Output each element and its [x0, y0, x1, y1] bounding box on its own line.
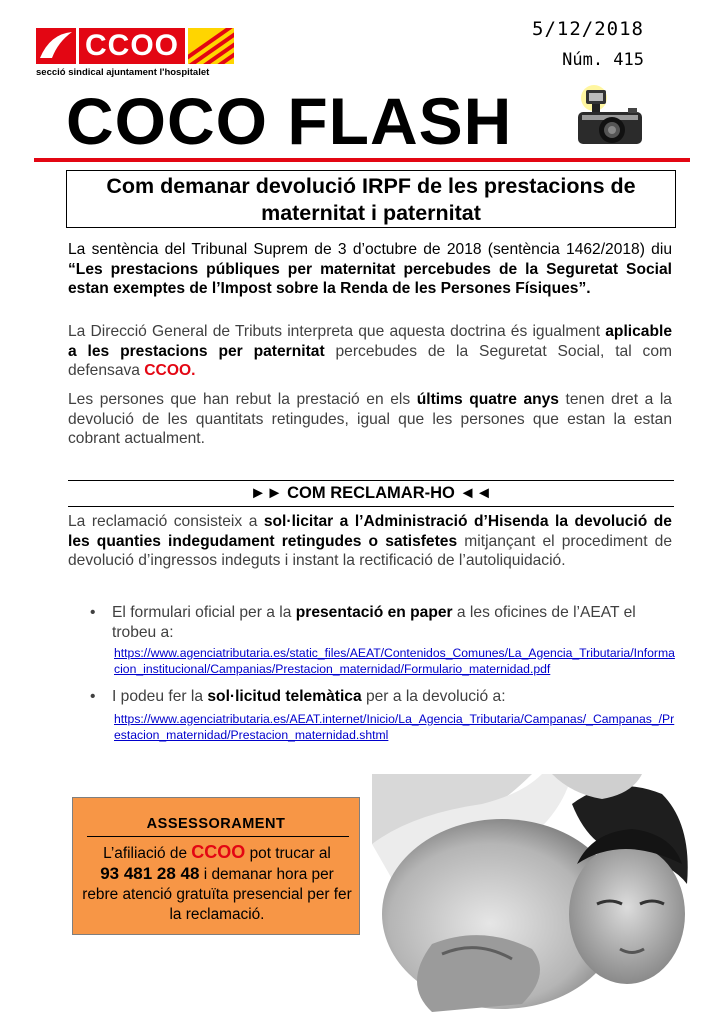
- paragraph-3-text: Les persones que han rebut la prestació en els: [68, 391, 417, 408]
- ccoo-logo: [36, 28, 246, 78]
- issue-number: Núm. 415: [562, 50, 644, 70]
- online-request-link[interactable]: https://www.agenciatributaria.es/AEAT.internet/Inicio/La_Agencia_Tributaria/Campanas/_Campanas_/Prestacion_maternidad/Prestacion_maternidad.shtml: [114, 712, 675, 742]
- paragraph-2: [68, 322, 672, 381]
- logo-subtitle: secció sindical ajuntament l'hospitalet: [36, 67, 210, 78]
- paragraph-4: [68, 512, 672, 571]
- bullet-1-text: El formulari oficial per a la: [112, 604, 296, 621]
- paragraph-4-text: La reclamació consisteix a: [68, 513, 264, 530]
- bullet-1-bold: presentació en paper: [295, 604, 453, 621]
- section-rule-bottom: [68, 506, 674, 507]
- assessorament-text-2: pot trucar al: [245, 845, 331, 862]
- paragraph-3-bold: últims quatre anys: [416, 391, 559, 408]
- paragraph-4-text-2: mitjançant el procediment de devolució d’ingressos indeguts i instant la rectificació de l’autoliquidació.: [68, 532, 673, 569]
- paragraph-2-text: La Direcció General de Tributs interpreta que aquesta doctrina és igualment: [68, 323, 606, 340]
- logo-text: CCOO: [79, 28, 185, 64]
- bullet-dot-icon: •: [90, 604, 96, 621]
- assessorament-text: [81, 842, 353, 925]
- paragraph-3: [68, 390, 672, 449]
- assessorament-text-3: i demanar hora per rebre atenció gratuïta presencial per fer la reclamació.: [82, 866, 352, 923]
- paragraph-4-bold: sol·licitar a l’Administració d’Hisenda la devolució de les quanties indegudament retingudes o satisfetes: [68, 513, 672, 550]
- paragraph-2-bold: aplicable a les prestacions per paternitat: [68, 323, 672, 360]
- paragraph-2-text-2: percebudes de la Seguretat Social, tal com defensava: [68, 342, 672, 379]
- mother-child-photo: [372, 774, 692, 1012]
- assessorament-text-1: L’afiliació de: [103, 845, 192, 862]
- section-rule-top: [68, 480, 674, 481]
- assessorament-phone: 93 481 28 48: [100, 864, 200, 883]
- list-item-paper-form: [90, 603, 674, 642]
- paragraph-2-ccoo: CCOO.: [144, 362, 196, 379]
- paragraph-3-text-2: tenen dret a la devolució de les quantitats retingudes, igual que les persones que estan la estan cobrant actualment.: [68, 391, 672, 447]
- ccoo-emblem-icon: [36, 28, 76, 64]
- masthead: COCO FLASH: [66, 84, 513, 158]
- assessorament-box: [72, 797, 360, 935]
- article-title: Com demanar devolució IRPF de les prestacions de maternitat i paternitat: [66, 170, 676, 228]
- paper-form-link[interactable]: https://www.agenciatributaria.es/static_files/AEAT/Contenidos_Comunes/La_Agencia_Tributaria/Informacion_institucional/Campanias/Prestacion_maternidad/Formulario_maternidad.pdf: [114, 646, 675, 676]
- bullet-2-text-2: per a la devolució a:: [361, 688, 506, 705]
- paragraph-1-text: La sentència del Tribunal Suprem de 3 d’octubre de 2018 (sentència 1462/2018) diu: [68, 241, 672, 258]
- camera-icon: [572, 84, 654, 154]
- bullet-1-text-2: a les oficines de l’AEAT el trobeu a:: [112, 604, 636, 641]
- bullet-2-text: I podeu fer la: [112, 688, 208, 705]
- issue-date: 5/12/2018: [532, 18, 644, 40]
- list-item-online-request: [90, 687, 674, 707]
- assessorament-title: ASSESSORAMENT: [146, 816, 286, 832]
- bullet-dot-icon: •: [90, 688, 96, 705]
- bullet-2-bold: sol·licitud telemàtica: [207, 688, 362, 705]
- senyera-flag-icon: [188, 28, 234, 64]
- header-divider: [34, 158, 690, 162]
- paragraph-1: [68, 240, 672, 299]
- assessorament-rule: [87, 836, 349, 837]
- assessorament-ccoo: CCOO: [191, 842, 246, 862]
- section-title: ►► COM RECLAMAR-HO ◄◄: [249, 484, 493, 502]
- paragraph-1-quote: “Les prestacions públiques per maternitat percebudes de la Seguretat Social estan exemptes de l’Impost sobre la Renda de les Persones Físiques”.: [68, 260, 672, 297]
